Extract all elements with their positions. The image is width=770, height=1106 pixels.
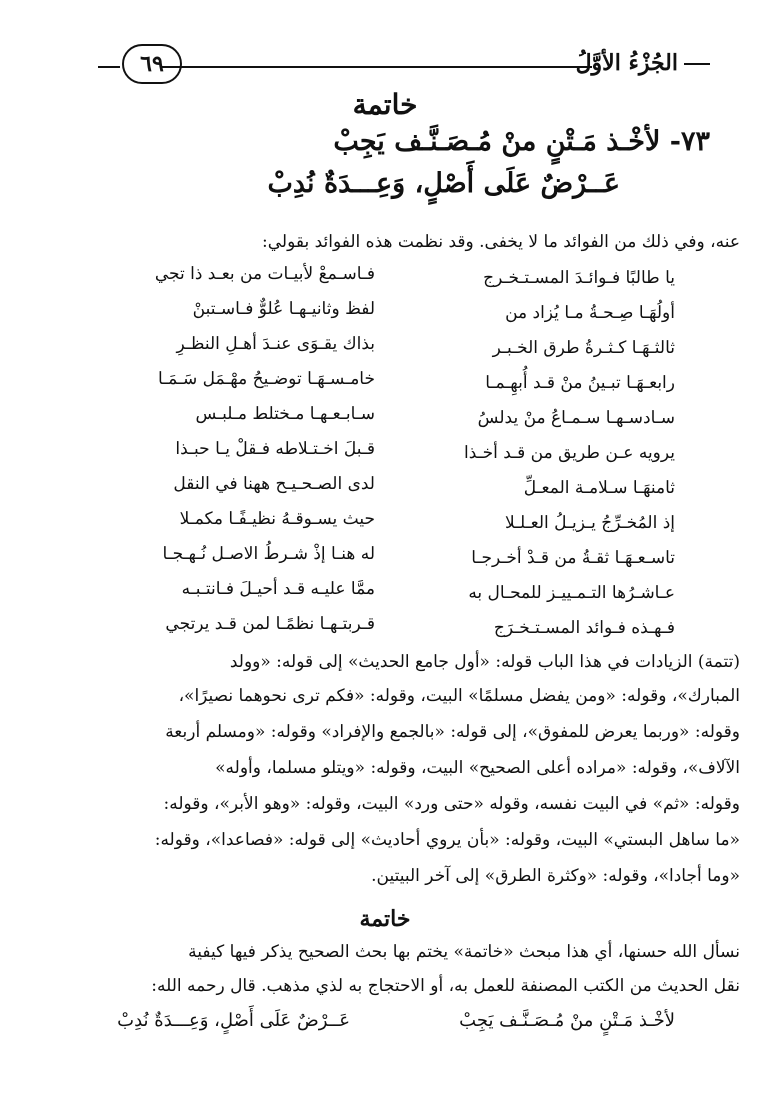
notes-line: (تتمة) الزيادات في هذا الباب قوله: «أول جامع الحديث» إلى قوله: «وولد [229, 652, 740, 672]
poem-hemistich-left: ممَّا عليـه قـد أحيـلَ فـانتـبـه [181, 579, 375, 599]
poem-hemistich-left: فـاسـمعْ لأبيـات من بعـد ذا تجي [154, 264, 375, 284]
poem-hemistich-right: فـهـذه فـوائد المسـتـخـرَج [493, 618, 675, 638]
verse-line-2: عَــرْضٌ عَلَى أَصْلٍ، وَعِـــدَةٌ نُدِبْ [267, 168, 620, 199]
notes-line: «ما ساهل البستي» البيت، وقوله: «بأن يروي أحاديث» إلى قوله: «فصاعدا»، وقوله: [154, 830, 740, 850]
poem-hemistich-left: لدى الصـحـيـح ههنا في النقل [173, 474, 375, 494]
poem-hemistich-left: سـابـعـهـا مـختلط مـلبـس [195, 404, 375, 424]
poem-hemistich-left: قـبلَ اخـتـلاطه فـقلْ يـا حبـذا [175, 439, 375, 459]
notes-line: الآلاف»، وقوله: «مراده أعلى الصحيح» البيت، وقوله: «ويتلو مسلما، وأوله» [215, 758, 740, 778]
notes-line: «وما أجادا»، وقوله: «وكثرة الطرق» إلى آخر البيتين. [371, 866, 740, 886]
notes-line: وقوله: «ثم» في البيت نفسه، وقوله «حتى ورد» البيت، وقوله: «وهو الأبر»، وقوله: [163, 794, 740, 814]
poem-hemistich-right: يا طالبًا فـوائـدَ المسـتـخـرج [483, 268, 675, 288]
section-line: نقل الحديث من الكتب المصنفة للعمل به، أو الاحتجاج به لذي مذهب. قال رحمه الله: [151, 976, 740, 996]
poem-hemistich-left: لفظ وثانيـهـا عُلوٌّ فـاسـتبنْ [192, 299, 375, 319]
chapter-title: خاتمة [352, 88, 418, 121]
poem-hemistich-right: سـادسـهـا سـمـاعُ منْ يدلسُ [477, 408, 675, 428]
final-verse-right: لأخْـذ مَـتْنٍ منْ مُـصَـنَّـف يَجِبْ [459, 1010, 675, 1031]
poem-hemistich-right: تاسـعـهَـا ثقـةُ من قـدْ أخـرجـا [471, 548, 675, 568]
verse-line-1: ٧٣- لأخْـذ مَـتْنٍ منْ مُـصَـنَّـف يَجِبْ [333, 126, 710, 157]
page-number: ٦٩ [122, 44, 182, 84]
poem-hemistich-left: بذاك يقـوَى عنـدَ أهـلِ النظـرِ [176, 334, 375, 354]
poem-hemistich-right: ثامنهَـا سـلامـة المعـلِّ [523, 478, 675, 498]
poem-hemistich-left: له هنـا إذْ شـرطُ الاصـل نُـهـجـا [162, 544, 375, 564]
section-line: نسأل الله حسنها، أي هذا مبحث «خاتمة» يختم بها بحث الصحيح يذكر فيها كيفية [188, 942, 740, 962]
poem-hemistich-left: حيث يسـوقـهُ نظيـفًـا مكمـلا [179, 509, 375, 529]
notes-line: وقوله: «وربما يعرض للمفوق»، إلى قوله: «بالجمع والإفراد» وقوله: «ومسلم أربعة [165, 722, 740, 742]
header-rule [162, 66, 592, 68]
final-verse-left: عَــرْضٌ عَلَى أَصْلٍ، وَعِـــدَةٌ نُدِبْ [117, 1010, 350, 1031]
intro-line: عنه، وفي ذلك من الفوائد ما لا يخفى. وقد نظمت هذه الفوائد بقولي: [262, 232, 740, 252]
poem-hemistich-right: إذ المُخـرِّجُ يـزيـلُ العـلـلا [504, 513, 675, 533]
page-header [100, 44, 710, 84]
poem-hemistich-right: أولُهَـا صِـحـةُ مـا يُزاد من [505, 303, 675, 323]
poem-hemistich-left: خامـسـهَـا توضـيحُ مهْـمَل سَـمَـا [158, 369, 375, 389]
running-title: الجُزْءُ الأوَّلُ [576, 50, 710, 76]
poem-hemistich-right: رابعـهَـا تبـينُ منْ قـد أُبهِـمـا [485, 373, 675, 393]
poem-hemistich-right: عـاشـرُها التـمـييـز للمحـال به [468, 583, 675, 603]
poem-hemistich-right: ثالثـهَـا كـثـرةُ طرق الخـبـر [492, 338, 675, 358]
poem-hemistich-right: يرويه عـن طريق من قـد أخـذا [463, 443, 675, 463]
poem-hemistich-left: قـربتـهـا نظمًـا لمن قـد يرتجي [165, 614, 375, 634]
notes-line: المبارك»، وقوله: «ومن يفضل مسلمًا» البيت، وقوله: «فكم ترى نحوهما نصيرًا»، [178, 686, 740, 706]
section-title: خاتمة [359, 906, 411, 932]
page-number-dash [98, 66, 120, 68]
